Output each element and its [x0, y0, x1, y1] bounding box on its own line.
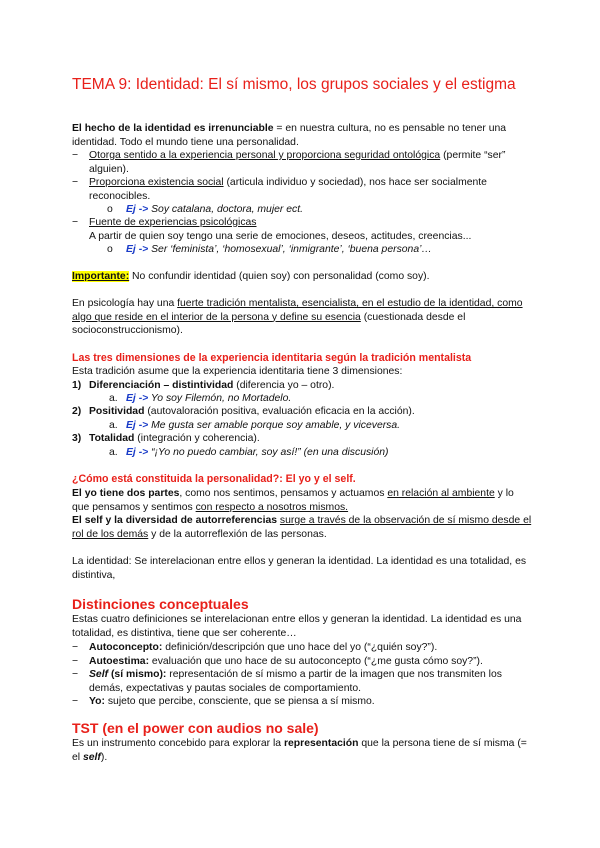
distinctions-intro: Estas cuatro definiciones se interelacionan entre ellos y generan la identidad. La identidad es una totalidad, es distintiva, tiene que ser coherente… [72, 614, 522, 639]
sub-list-item [107, 203, 113, 217]
item-number: 2) [72, 406, 82, 417]
page-title: TEMA 9: Identidad: El sí mismo, los grupos sociales y el estigma [72, 76, 516, 93]
underlined-phrase: con respecto a nosotros mismos. [195, 501, 349, 513]
identity-paragraph: La identidad: Se interelacionan entre ellos y generan la identidad. La identidad es una totalidad, es distintiva, [72, 556, 527, 581]
section-heading: Distinciones conceptuales [72, 596, 249, 612]
section-heading: TST (en el power con audios no sale) [72, 720, 319, 736]
example-line [126, 203, 303, 217]
example-text: “¡Yo no puedo cambiar, soy así!” (en una discusión) [148, 447, 389, 458]
sub-item-marker: a. [109, 420, 118, 431]
sub-bullet-marker: o [107, 244, 113, 255]
bullet-rest: (articula individuo y sociedad), nos hace ser socialmente reconocibles. [89, 177, 487, 202]
text-run: que la persona tiene de sí misma (= el [72, 738, 527, 763]
example-label: Ej -> [126, 244, 149, 255]
mentalist-pre: En psicología hay una [72, 298, 178, 309]
definition: definición/descripción que uno hace del yo (“¿quién soy?”). [162, 642, 438, 653]
list-item [72, 668, 532, 695]
dimensions-intro: Esta tradición asume que la experiencia identitaria tiene 3 dimensiones: [72, 366, 403, 377]
term: Yo: [89, 696, 105, 707]
item-rest: (integración y coherencia). [134, 433, 260, 444]
bullet-underlined: Proporciona existencia social [89, 177, 224, 188]
term: (sí mismo): [108, 669, 167, 680]
item-title: Totalidad [89, 433, 135, 444]
mentalist-post: (cuestionada desde el socioconstruccionismo). [72, 311, 466, 336]
bullet-rest: (permite “ser” alguien). [89, 150, 506, 175]
text-run: y lo que pensamos y sentimos [72, 488, 514, 513]
bullet-marker: − [72, 656, 79, 667]
important-label: Importante: [72, 271, 130, 282]
definition: evaluación que uno hace de su autoconcepto (“¿me gusta cómo soy?”). [149, 656, 483, 667]
sub-list-item [107, 243, 113, 257]
underlined-phrase: surge a través de la observación de sí mismo desde el rol de los demás [72, 515, 532, 540]
item-title: Positividad [89, 406, 145, 417]
definition: representación de sí mismo a partir de la imagen que nos transmiten los demás, expectativas y pautas sociales de comportamiento. [89, 669, 502, 694]
example-text: Me gusta ser amable porque soy amable, y viceversa. [148, 420, 401, 431]
bold-phrase: El self y la diversidad de autorreferencias [72, 515, 278, 526]
section-heading: ¿Cómo está constituida la personalidad?: El yo y el self. [72, 473, 356, 485]
bullet-marker: − [72, 669, 79, 680]
bullet-marker: − [72, 177, 79, 188]
text-run: y de la autorreflexión de las personas. [148, 528, 327, 540]
example-text: Yo soy Filemón, no Mortadelo. [148, 393, 292, 404]
intro-lead: El hecho de la identidad es irrenunciable [72, 123, 274, 134]
sub-item-marker: a. [109, 447, 118, 458]
sub-item-marker: a. [109, 393, 118, 404]
example-label: Ej -> [126, 393, 149, 404]
example-line [126, 392, 291, 406]
intro-lead-rest: = en nuestra cultura, no es pensable no tener una identidad. Todo el mundo tiene una personalidad. [72, 123, 507, 148]
item-rest: (autovaloración positiva, evaluación eficacia en la acción). [144, 406, 415, 417]
example-text: Soy catalana, doctora, mujer ect. [148, 204, 304, 215]
list-item [72, 149, 532, 176]
text-run: ). [100, 751, 108, 763]
term: Autoconcepto: [89, 642, 163, 653]
bold-italic-phrase: self [82, 751, 101, 763]
example-line [126, 419, 400, 433]
section-heading: Las tres dimensiones de la experiencia identitaria según la tradición mentalista [72, 352, 472, 364]
example-label: Ej -> [126, 420, 149, 431]
bold-phrase: El yo tiene dos partes [72, 488, 180, 499]
term: Autoestima: [89, 656, 150, 667]
item-title: Diferenciación – distintividad [89, 380, 234, 391]
mentalist-underlined: fuerte tradición mentalista, esencialista, en el estudio de la identidad, como algo que reside en el interior de la persona y define su esencia [72, 298, 523, 323]
example-line [126, 446, 389, 460]
item-number: 3) [72, 433, 82, 444]
bullet-marker: − [72, 642, 79, 653]
term-italic: Self [89, 669, 109, 680]
bullet-marker: − [72, 150, 79, 161]
sub-bullet-marker: o [107, 204, 113, 215]
tst-paragraph [72, 737, 532, 764]
mentalist-paragraph [72, 297, 532, 338]
example-text: Ser ‘feminista’, ‘homosexual’, ‘inmigrante’, ‘buena persona’… [148, 244, 432, 255]
definition: sujeto que percibe, consciente, que se piensa a sí mismo. [104, 696, 375, 707]
bullet-underlined: Otorga sentido a la experiencia personal y proporciona seguridad ontológica [89, 150, 441, 161]
example-label: Ej -> [126, 447, 149, 458]
item-number: 1) [72, 380, 82, 391]
text-run: Es un instrumento concebido para explorar la [72, 738, 284, 749]
bullet-underlined: Fuente de experiencias psicológicas [89, 217, 257, 228]
personality-paragraph-1 [72, 487, 532, 514]
bullet-marker: − [72, 217, 79, 228]
item-rest: (diferencia yo – otro). [233, 380, 335, 391]
bullet-continuation: A partir de quien soy tengo una serie de emociones, deseos, actitudes, creencias... [89, 231, 472, 242]
list-item [72, 176, 532, 203]
underlined-phrase: en relación al ambiente [387, 488, 495, 499]
personality-paragraph-2 [72, 514, 532, 541]
example-label: Ej -> [126, 204, 149, 215]
example-line [126, 243, 432, 257]
intro-paragraph [72, 122, 532, 149]
important-note [72, 270, 532, 284]
text-run: , como nos sentimos, pensamos y actuamos [179, 488, 388, 499]
bullet-marker: − [72, 696, 79, 707]
important-text: No confundir identidad (quien soy) con personalidad (como soy). [129, 271, 430, 282]
bold-phrase: representación [283, 738, 359, 749]
